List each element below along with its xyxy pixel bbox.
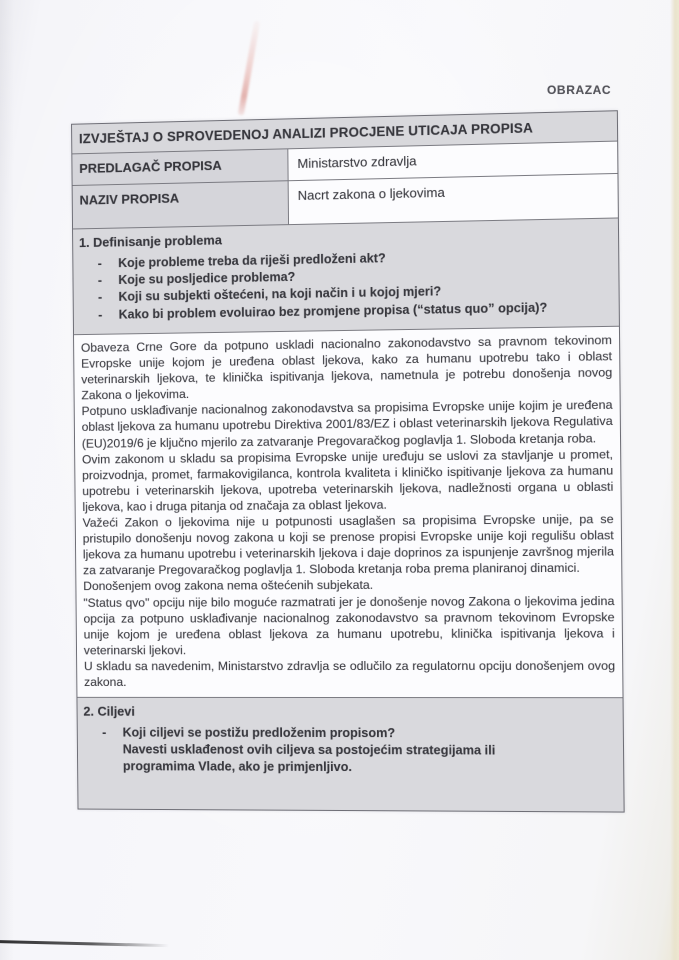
- answer-paragraph: U skladu sa navedenim, Ministarstvo zdravlja se odlučilo za regulatornu opciju donošenjem ovog zakona.: [83, 658, 616, 689]
- question-item: [96, 742, 615, 778]
- dash-marker: -: [98, 307, 103, 322]
- red-pen-mark: [238, 20, 261, 116]
- paper-edge: [670, 0, 679, 960]
- dash-marker: -: [97, 290, 103, 305]
- field-label-proposer: PREDLAGAČ PROPISA: [72, 149, 288, 185]
- form-title: IZVJEŠTAJ O SPROVEDENOJ ANALIZI PROCJENE UTICAJA PROPISA: [78, 120, 534, 147]
- dash-marker-empty: [96, 742, 123, 776]
- section-2-question-list: [84, 725, 616, 778]
- dash-marker: -: [97, 256, 102, 271]
- answer-paragraph: Ovim zakonom u skladu sa propisima Evropske unije uređuju se uslovi za stavljanje u promet, proizvodnja, promet, farmakovigilanca, kontrola kvaliteta i kliničko ispitivanje ljekova za humanu upotrebu i veterinarskih ljekova, upotreba veterinarskih ljekova, nadležnosti organa u oblasti ljekova, kao i druga pitanja od značaja za oblast ljekova.: [81, 446, 614, 514]
- scanner-edge-line: [0, 940, 169, 947]
- question-item: [96, 725, 615, 743]
- question-text: Navesti usklađenost ovih ciljeva sa postojećim strategijama ili programima Vlade, ako je primjenljivo.: [122, 742, 496, 775]
- section-1-question-list: [79, 246, 611, 324]
- answer-paragraph: Potpuno usklađivanje nacionalnog zakonodavstva sa propisima Evropske unije kojim je uređena oblast ljekova za humanu upotrebu Direktiva 2001/83/EZ i oblast veterinarskih ljekova Regulativa (EU)2019/6 je ključno mjerilo za zatvaranje Pregovaračkog poglavlja 1. Sloboda kretanja roba.: [81, 398, 613, 451]
- section-1-answers: [74, 327, 623, 698]
- section-problem-definition: [73, 218, 619, 335]
- field-label-regulation-name: NAZIV PROPISA: [73, 181, 289, 228]
- question-text: Koje su posljedice problema?: [118, 270, 296, 288]
- scan-left-shading: [0, 0, 14, 960]
- question-text: Koji ciljevi se postižu predloženim propisom?: [122, 725, 396, 741]
- dash-marker: -: [102, 725, 107, 740]
- form-code-label: OBRAZAC: [547, 83, 612, 97]
- section-2-heading: 2. Ciljevi: [83, 703, 135, 719]
- question-text: Kako bi problem evoluirao bez promjene propisa (“status quo” opcija)?: [118, 300, 548, 322]
- impact-assessment-form: [71, 110, 625, 812]
- section-goals: [77, 698, 623, 812]
- dash-marker: -: [97, 273, 103, 288]
- question-text: Koje probleme treba da riješi predloženi akt?: [118, 251, 386, 271]
- answer-paragraph: "Status qvo" opciju nije bilo moguće razmatrati jer je donošenje novog Zakona o ljekovima jedina opcija za potpuno usklađivanje nacionalnog zakonodavstvo sa pravnom tekovinom Evropske unije kojom je uređena oblast ljekova za humanu upotrebu, klinička ispitivanja ljekova i veterinarski ljekovi.: [83, 593, 615, 658]
- section-1-heading: 1. Definisanje problema: [78, 232, 222, 251]
- field-value-proposer: Ministarstvo zdravlja: [288, 142, 617, 181]
- question-text: Koji su subjekti oštećeni, na koji način i u kojoj mjeri?: [118, 284, 442, 305]
- answer-paragraph: Donošenjem ovog zakona nema oštećenih subjekata.: [83, 578, 374, 594]
- field-value-regulation-name: Nacrt zakona o ljekovima: [289, 174, 618, 224]
- answer-paragraph: Važeći Zakon o ljekovima nije u potpunosti usaglašen sa propisima Evropske unije, pa se pristupilo donošenju novog zakona u koji se prenose propisi Evropske unije koji regulišu oblast ljekova za humanu upotrebu i veterinarskih ljekova i daje doprinos za ispunjenje završnog mjerila za zatvaranje Pregovaračkog poglavlja 1. Sloboda kretanja roba prema planiranoj dinamici.: [82, 512, 615, 578]
- answer-paragraph: Obaveza Crne Gore da potpuno uskladi nacionalno zakonodavstvo sa pravnom tekovinom Evropske unije kojom je uređena oblast ljekova, kako za humanu upotrebu tako i oblast veterinarskih ljekova, te klinička ispitivanja ljekova, nametnula je potrebu donošenja novog Zakona o ljekovima.: [80, 332, 613, 403]
